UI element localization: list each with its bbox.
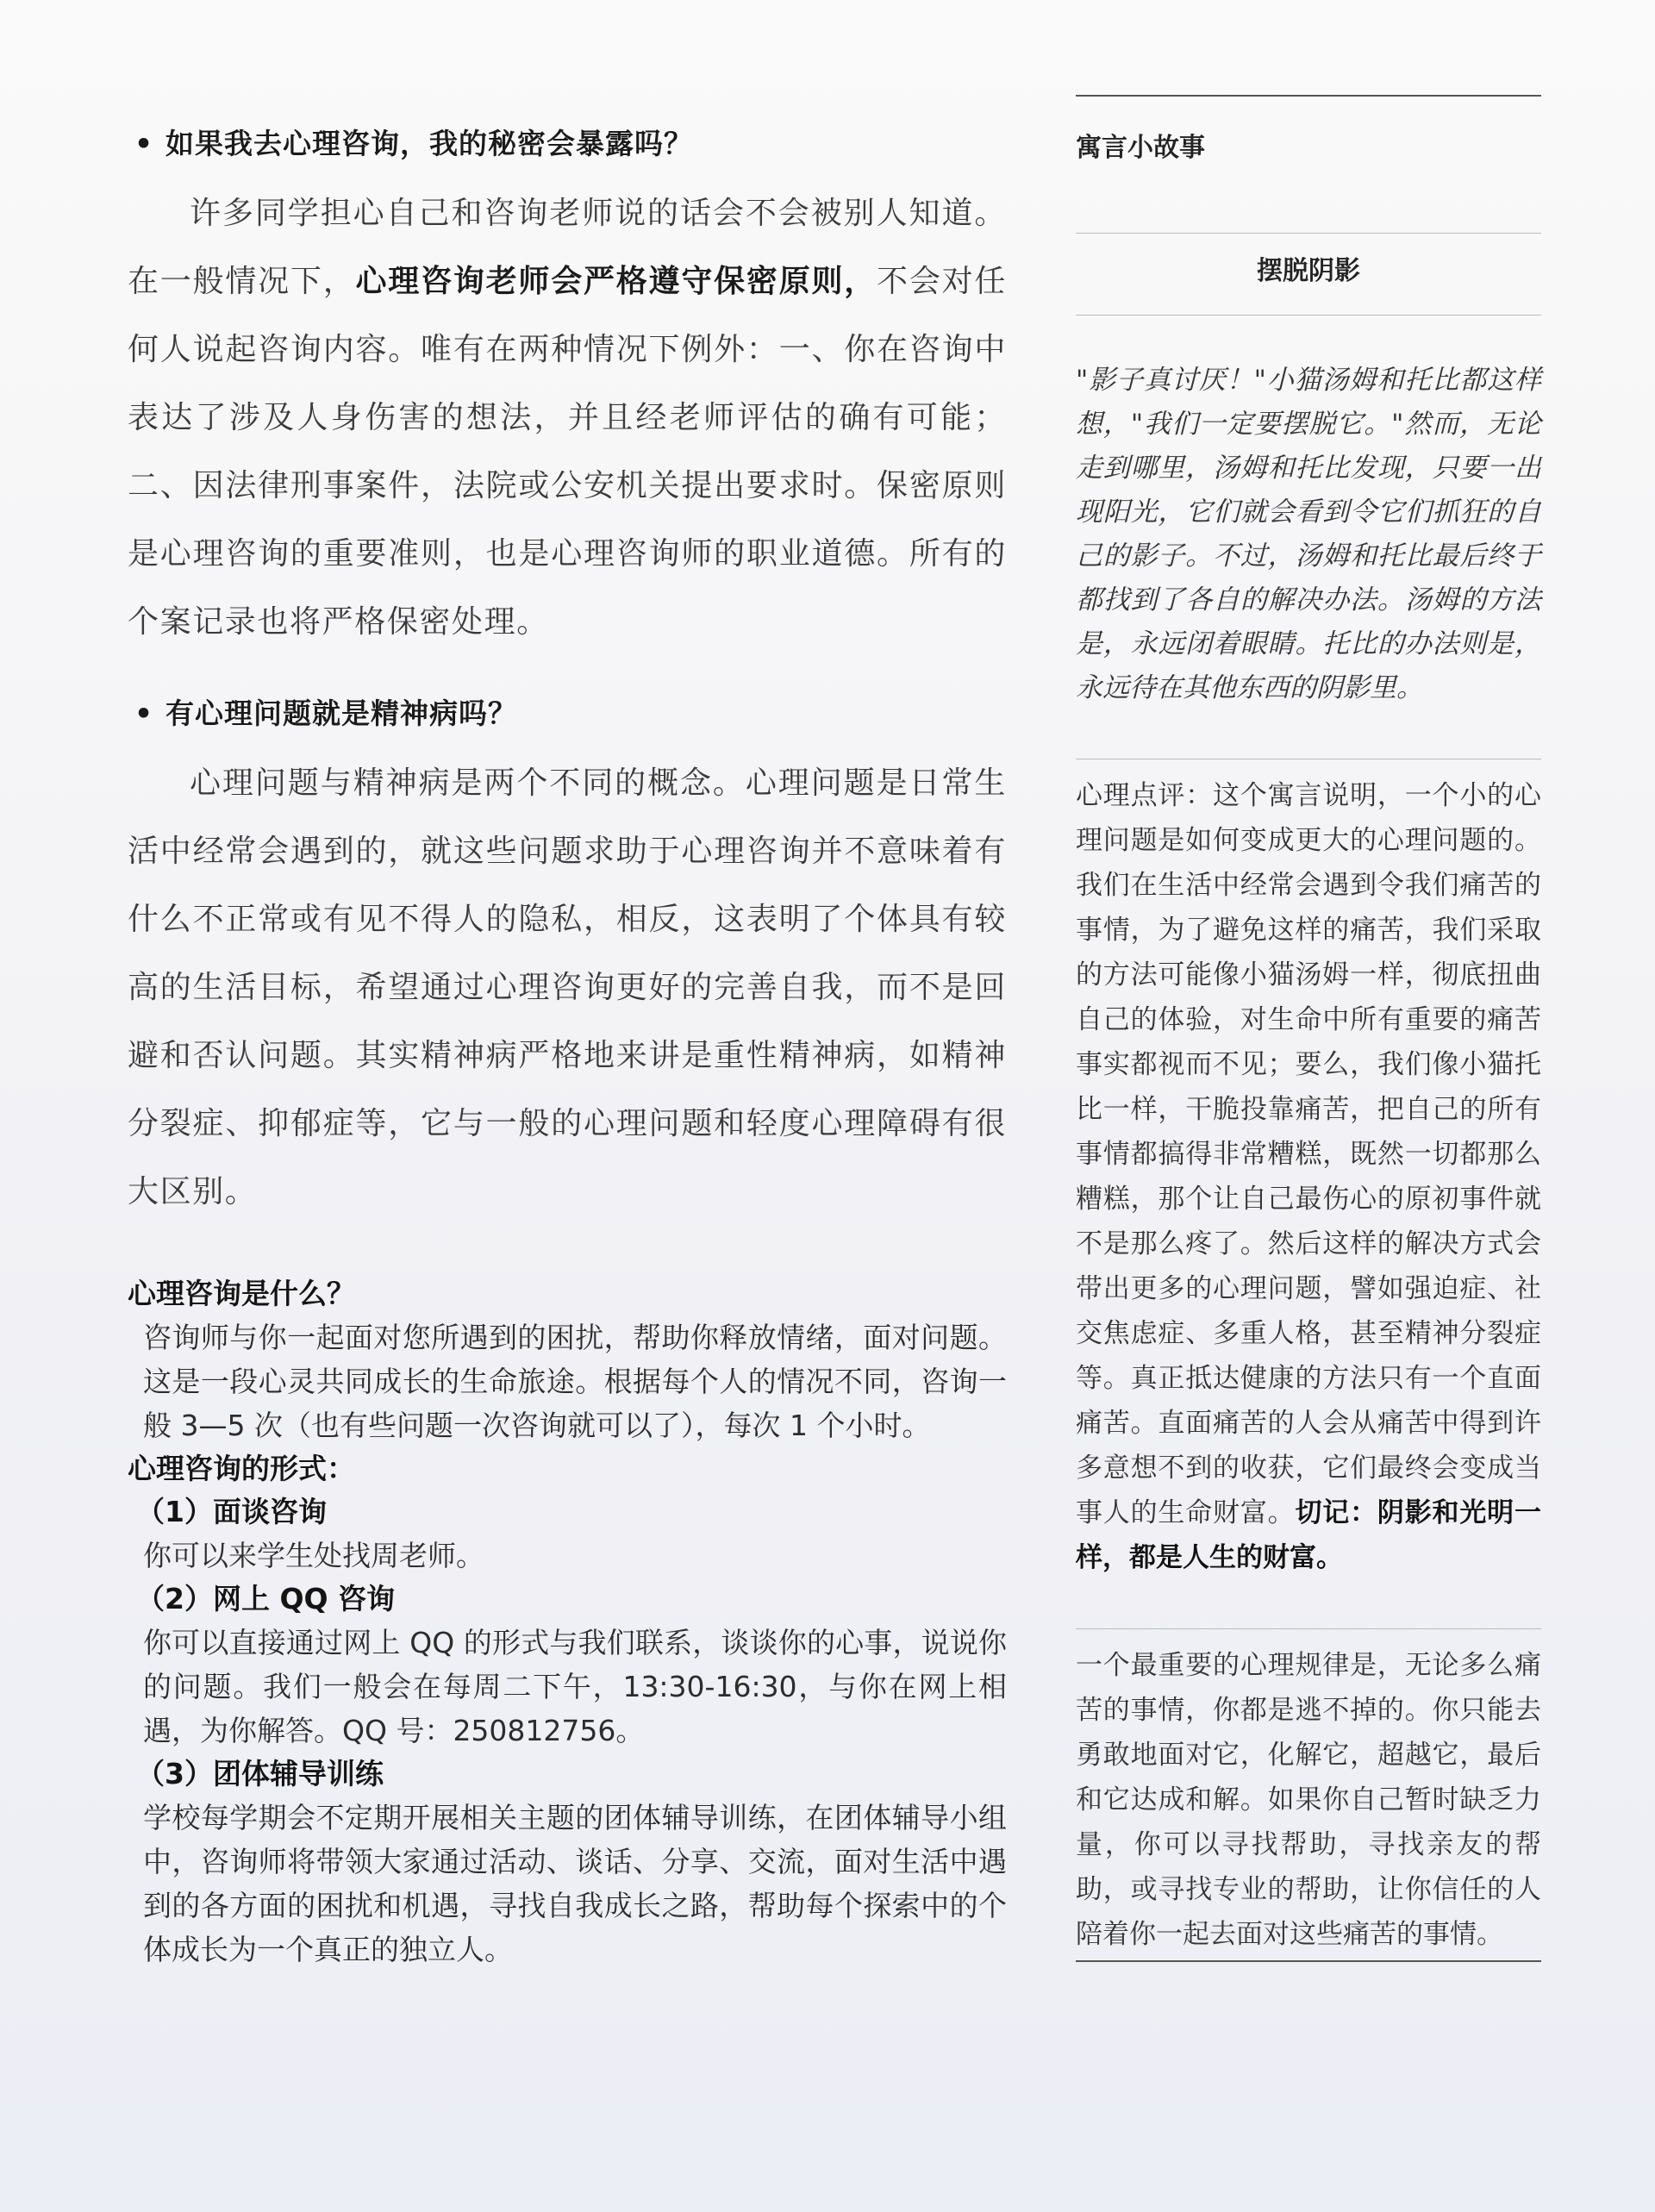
what-is-counseling-heading: 心理咨询是什么？: [128, 1277, 355, 1310]
text-run: 心理点评：这个寓言说明，一个小的心理问题是如何变成更大的心理问题的。我们在生活中经常会遇到令我们痛苦的事情，为了避免这样的痛苦，我们采取的方法可能像小猫汤姆一样，彻底扭曲自己的体验，对生命中所有重要的痛苦事实都视而不见；要么，我们像小猫托比一样，干脆投靠痛苦，把自己的所有事情都搞得非常糟糕，既然一切都那么糟糕，那个让自己最伤心的原初事件就不是那么疼了。然后这样的解决方式会带出更多的心理问题，譬如强迫症、社交焦虑症、多重人格，甚至精神分裂症等。真正抵达健康的方法只有一个直面痛苦。直面痛苦的人会从痛苦中得到许多意想不到的收获，它们最终会变成当事人的生命财富。: [1076, 780, 1541, 1528]
counseling-info: [128, 1272, 1007, 1971]
bottom-divider: [1076, 1960, 1541, 1962]
form-group-text: 学校每学期会不定期开展相关主题的团体辅导训练，在团体辅导小组中，咨询师将带领大家通过活动、谈话、分享、交流，面对生活中遇到的各方面的困扰和机遇，寻找自我成长之路，帮助每个探索中的个体成长为一个真正的独立人。: [143, 1801, 1007, 1966]
confidentiality-paragraph: [128, 179, 1007, 656]
bold-text-run: 心理咨询老师会严格遵守保密原则，: [355, 263, 877, 299]
text-run: 许多同学担心自己和咨询老师说的话会不会被别人知道。在一般情况下，: [128, 196, 1007, 299]
sidebar-column: [1076, 95, 1541, 1962]
question-title: 如果我去心理咨询，我的秘密会暴露吗？: [166, 127, 693, 160]
divider: [1076, 1628, 1541, 1629]
question-title: 有心理问题就是精神病吗？: [166, 697, 517, 730]
counseling-forms-heading: 心理咨询的形式：: [128, 1452, 355, 1485]
psych-law-text: 一个最重要的心理规律是，无论多么痛苦的事情，你都是逃不掉的。你只能去勇敢地面对它，化解它，超越它，最后和它达成和解。如果你自己暂时缺乏力量，你可以寻找帮助，寻找亲友的帮助，或寻找专业的帮助，让你信任的人陪着你一起去面对这些痛苦的事情。: [1076, 1650, 1541, 1950]
mental-illness-paragraph: 心理问题与精神病是两个不同的概念。心理问题是日常生活中经常会遇到的，就这些问题求助于心理咨询并不意味着有什么不正常或有见不得人的隐私，相反，这表明了个体具有较高的生活目标，希望通过心理咨询更好的完善自我，而不是回避和否认问题。其实精神病严格地来讲是重性精神病，如精神分裂症、抑郁症等，它与一般的心理问题和轻度心理障碍有很大区别。: [128, 765, 1007, 1209]
story-title: 摆脱阴影: [1257, 256, 1360, 286]
form-face-to-face-text: 你可以来学生处找周老师。: [143, 1539, 484, 1572]
text-run: 不会对任何人说起咨询内容。唯有在两种情况下例外：一、你在咨询中表达了涉及人身伤害的想法，并且经老师评估的确有可能；二、因法律刑事案件，法院或公安机关提出要求时。保密原则是心理咨询的重要准则，也是心理咨询师的职业道德。所有的个案记录也将严格保密处理。: [128, 264, 1007, 640]
question-heading-confidentiality: [128, 121, 1007, 167]
what-is-counseling-text: 咨询师与你一起面对您所遇到的困扰，帮助你释放情绪，面对问题。这是一段心灵共同成长的生命旅途。根据每个人的情况不同，咨询一般 3—5 次（也有些问题一次咨询就可以了），每次 1 个小时。: [143, 1321, 1007, 1442]
divider: [1076, 233, 1541, 234]
bullet-icon: •: [134, 697, 154, 730]
form-qq-heading: （2）网上 QQ 咨询: [136, 1582, 396, 1615]
question-heading-mental-illness: [128, 690, 1007, 737]
bullet-icon: •: [134, 127, 154, 160]
sidebar-title: 寓言小故事: [1076, 133, 1205, 163]
form-qq-text: 你可以直接通过网上 QQ 的形式与我们联系，谈谈你的心事，说说你的问题。我们一般会在每周二下午，13:30-16:30，与你在网上相遇，为你解答。QQ 号：250812756。: [143, 1626, 1007, 1747]
fable-text: "影子真讨厌！"小猫汤姆和托比都这样想，"我们一定要摆脱它。"然而，无论走到哪里，汤姆和托比发现，只要一出现阳光，它们就会看到令它们抓狂的自己的影子。不过，汤姆和托比最后终于都找到了各自的解决办法。汤姆的方法是，永远闭着眼睛。托比的办法则是，永远待在其他东西的阴影里。: [1076, 365, 1541, 703]
divider: [1076, 315, 1541, 316]
left-column: [128, 121, 1007, 1971]
psych-comment: [1076, 773, 1541, 1580]
top-divider: [1076, 95, 1541, 97]
bold-text-run: 切记：阴影和光明一样，都是人生的财富。: [1076, 1497, 1541, 1573]
form-face-to-face-heading: （1）面谈咨询: [136, 1495, 327, 1528]
form-group-heading: （3）团体辅导训练: [136, 1757, 384, 1790]
